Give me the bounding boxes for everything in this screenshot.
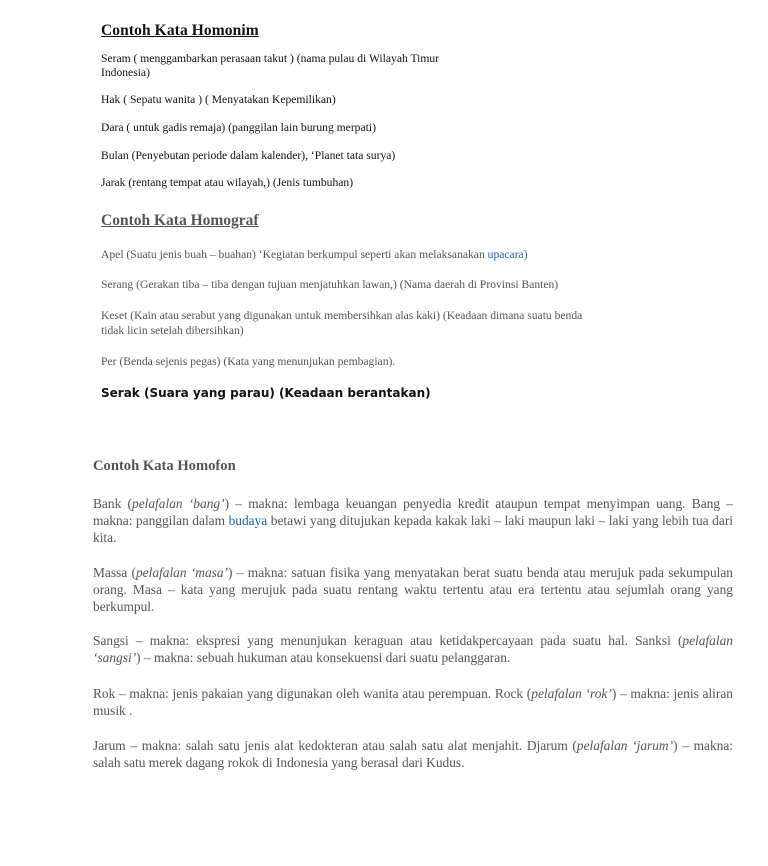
para-text: Jarum – makna: salah satu jenis alat kedokteran atau salah satu alat menjahit. Djarum ( <box>93 738 577 753</box>
homofon-heading: Contoh Kata Homofon <box>93 458 236 474</box>
homograf-item-serak: Serak (Suara yang parau) (Keadaan berantakan) <box>101 386 431 400</box>
para-text: ) – makna: sebuah hukuman atau konsekuensi dari suatu pelanggaran. <box>136 650 511 665</box>
homograf-item-apel <box>101 247 661 262</box>
homograf-item-line: tidak licin setelah dibersihkan) <box>101 324 244 337</box>
homofon-paragraph-bank <box>93 495 733 546</box>
pronunciation-text: pelafalan ‘rok’ <box>531 686 612 701</box>
para-text: ) – makna: satuan fisika yang menyatakan berat suatu benda atau merujuk pada sekumpulan orang. Masa – kata yang merujuk pada suatu rentang waktu tertentu atau era tertentu atau sejumlah orang yang berkumpul. <box>93 565 733 614</box>
homofon-paragraph-rok <box>93 685 733 719</box>
homofon-paragraph-sangsi <box>93 632 733 666</box>
homograf-item-line: Per (Benda sejenis pegas) (Kata yang menunjukan pembagian). <box>101 355 396 368</box>
homograf-item-keset <box>101 308 661 338</box>
homonim-item-line: Indonesia) <box>101 66 150 79</box>
para-text: ) – makna: lembaga keuangan penyedia kredit ataupun tempat menyimpan uang. Bang – makna: panggilan dalam <box>93 496 733 528</box>
homonim-item-line: Jarak (rentang tempat atau wilayah,) (Jenis tumbuhan) <box>101 176 354 189</box>
upacara-link[interactable]: upacara <box>487 248 524 261</box>
para-text: Massa ( <box>93 565 136 580</box>
pronunciation-text: pelafalan ‘sangsi’ <box>93 633 733 665</box>
homograf-apel-text: Apel (Suatu jenis buah – buahan) ‘Kegiatan berkumpul seperti akan melaksanakan <box>101 248 488 261</box>
homonim-item-bulan <box>101 149 395 163</box>
homograf-apel-suffix: ) <box>523 248 528 261</box>
homofon-paragraph-massa <box>93 564 733 615</box>
homograf-item-serang <box>101 277 661 292</box>
homonim-item-hak <box>101 93 336 107</box>
homonim-item-line: Bulan (Penyebutan periode dalam kalender), ‘Planet tata surya) <box>101 149 396 162</box>
para-text: Bank ( <box>93 496 132 511</box>
pronunciation-text: pelafalan ‘masa’ <box>135 565 229 580</box>
pronunciation-text: pelafalan ‘bang’ <box>132 496 225 511</box>
homograf-item-per <box>101 354 661 369</box>
para-text: Sangsi – makna: ekspresi yang menunjukan keraguan atau ketidakpercayaan pada suatu hal. Sanksi ( <box>93 633 683 648</box>
homonim-heading: Contoh Kata Homonim <box>101 22 259 39</box>
pronunciation-text: pelafalan ‘jarum’ <box>576 738 674 753</box>
homonim-item-line: Seram ( menggambarkan perasaan takut ) (nama pulau di Wilayah Timur <box>101 52 440 65</box>
homonim-item-seram <box>101 52 439 80</box>
homograf-item-line: Serang (Gerakan tiba – tiba dengan tujuan menjatuhkan lawan,) (Nama daerah di Provinsi Banten) <box>101 278 559 291</box>
homograf-heading: Contoh Kata Homograf <box>101 212 259 229</box>
para-text: betawi yang ditujukan kepada kakak laki – laki maupun laki – laki yang lebih tua dari kita. <box>93 513 733 545</box>
homograf-item-line: Keset (Kain atau serabut yang digunakan untuk membersihkan alas kaki) (Keadaan dimana suatu benda <box>101 309 583 322</box>
homonim-item-jarak <box>101 176 353 190</box>
homonim-item-dara <box>101 121 376 135</box>
para-text: ) – makna: jenis aliran musik . <box>93 686 733 718</box>
homonim-item-line: Hak ( Sepatu wanita ) ( Menyatakan Kepemilikan) <box>101 93 336 106</box>
homofon-paragraph-jarum <box>93 737 733 771</box>
budaya-link[interactable]: budaya <box>228 513 268 528</box>
para-text: Rok – makna: jenis pakaian yang digunakan oleh wanita atau perempuan. Rock ( <box>93 686 532 701</box>
para-text: ) – makna: salah satu merek dagang rokok di Indonesia yang berasal dari Kudus. <box>93 738 734 770</box>
homonim-item-line: Dara ( untuk gadis remaja) (panggilan lain burung merpati) <box>101 121 376 134</box>
